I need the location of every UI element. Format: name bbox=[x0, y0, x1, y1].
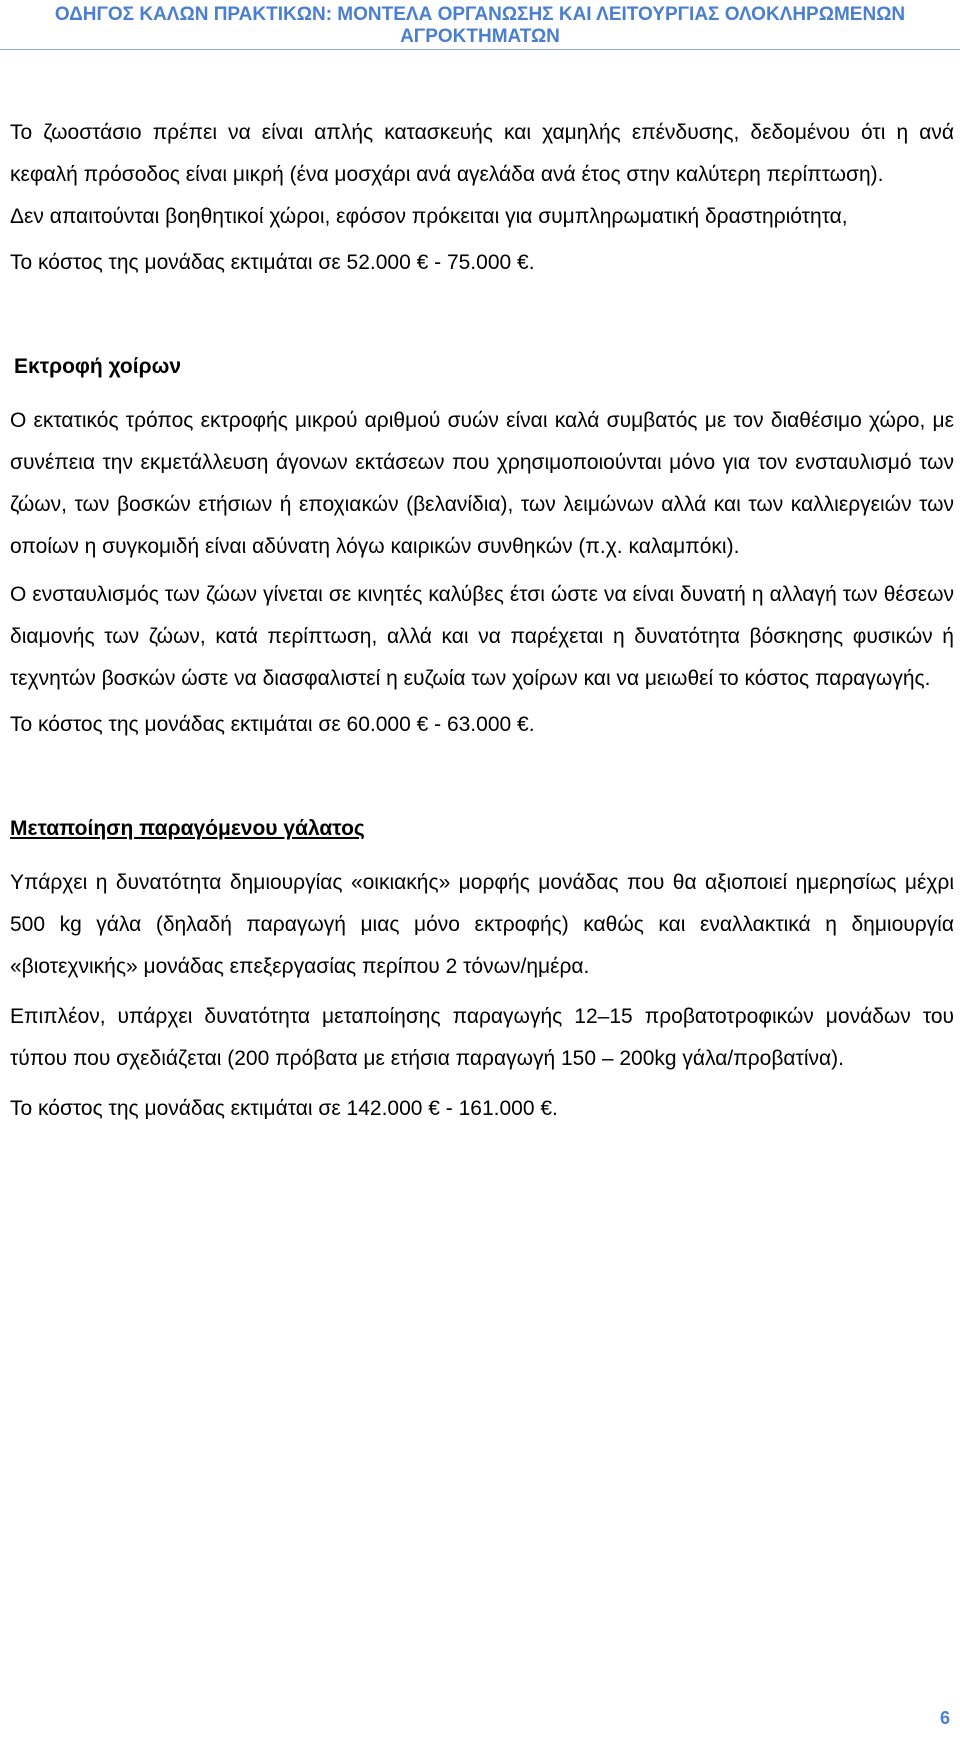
pigs-cost-paragraph: Το κόστος της μονάδας εκτιμάται σε 60.000 € - 63.000 €. bbox=[10, 713, 535, 736]
running-header bbox=[0, 0, 960, 48]
section-heading-milk bbox=[10, 808, 954, 850]
milk-paragraph-1: Υπάρχει η δυνατότητα δημιουργίας «οικιακής» μορφής μονάδας που θα αξιοποιεί ημερησίως μέχρι 500 kg γάλα (δηλαδή παραγωγή μιας μόνο εκτροφής) καθώς και εναλλακτικά η δημιουργία «βιοτεχνικής» μονάδας επεξεργασίας περίπου 2 τόνων/ημέρα. bbox=[10, 871, 954, 978]
pigs-paragraph-2: Ο ενσταυλισμός των ζώων γίνεται σε κινητές καλύβες έτσι ώστε να είναι δυνατή η αλλαγή των θέσεων διαμονής των ζώων, κατά περίπτωση, αλλά και να παρέχεται η δυνατότητα βόσκησης φυσικών ή τεχνητών βοσκών ώστε να διασφαλιστεί η ευζωία των χοίρων και να μειωθεί το κόστος παραγωγής. bbox=[10, 583, 954, 690]
milk-paragraph-2: Επιπλέον, υπάρχει δυνατότητα μεταποίησης παραγωγής 12–15 προβατοτροφικών μονάδων του τύπου που σχεδιάζεται (200 πρόβατα με ετήσια παραγωγή 150 – 200kg γάλα/προβατίνα). bbox=[10, 1005, 954, 1070]
page-number: 6 bbox=[939, 1708, 950, 1728]
intro-cost-paragraph: Το κόστος της μονάδας εκτιμάται σε 52.000 € - 75.000 €. bbox=[10, 251, 535, 274]
intro-paragraph-1: Το ζωοστάσιο πρέπει να είναι απλής κατασκευής και χαμηλής επένδυσης, δεδομένου ότι η ανά κεφαλή πρόσοδος είναι μικρή (ένα μοσχάρι ανά αγελάδα ανά έτος στην καλύτερη περίπτωση). bbox=[10, 121, 954, 186]
pigs-paragraph-1: Ο εκτατικός τρόπος εκτροφής μικρού αριθμού συών είναι καλά συμβατός με τον διαθέσιμο χώρο, με συνέπεια την εκμετάλλευση άγονων εκτάσεων που χρησιμοποιούνται μόνο για τον ενσταυλισμό των ζώων, των βοσκών ετήσιων ή εποχιακών (βελανίδια), των λειμώνων αλλά και των καλλιεργειών των οποίων η συγκομιδή είναι αδύνατη λόγω καιρικών συνθηκών (π.χ. καλαμπόκι). bbox=[10, 409, 954, 558]
section-heading-pigs bbox=[10, 346, 954, 388]
page-body bbox=[10, 112, 954, 1130]
section-heading-milk-text: Μεταποίηση παραγόμενου γάλατος bbox=[10, 817, 365, 840]
section-heading-pigs-text: Εκτροφή χοίρων bbox=[14, 355, 181, 378]
milk-cost-paragraph: Το κόστος της μονάδας εκτιμάται σε 142.000 € - 161.000 €. bbox=[10, 1097, 558, 1120]
header-line-2: ΑΓΡΟΚΤΗΜΑΤΩΝ bbox=[400, 26, 560, 47]
header-divider bbox=[0, 49, 960, 50]
header-line-1: ΟΔΗΓΟΣ ΚΑΛΩΝ ΠΡΑΚΤΙΚΩΝ: ΜΟΝΤΕΛΑ ΟΡΓΑΝΩΣΗΣ ΚΑΙ ΛΕΙΤΟΥΡΓΙΑΣ ΟΛΟΚΛΗΡΩΜΕΝΩΝ bbox=[54, 4, 906, 25]
intro-paragraph-2: Δεν απαιτούνται βοηθητικοί χώροι, εφόσον πρόκειται για συμπληρωματική δραστηριότητα, bbox=[10, 205, 848, 228]
